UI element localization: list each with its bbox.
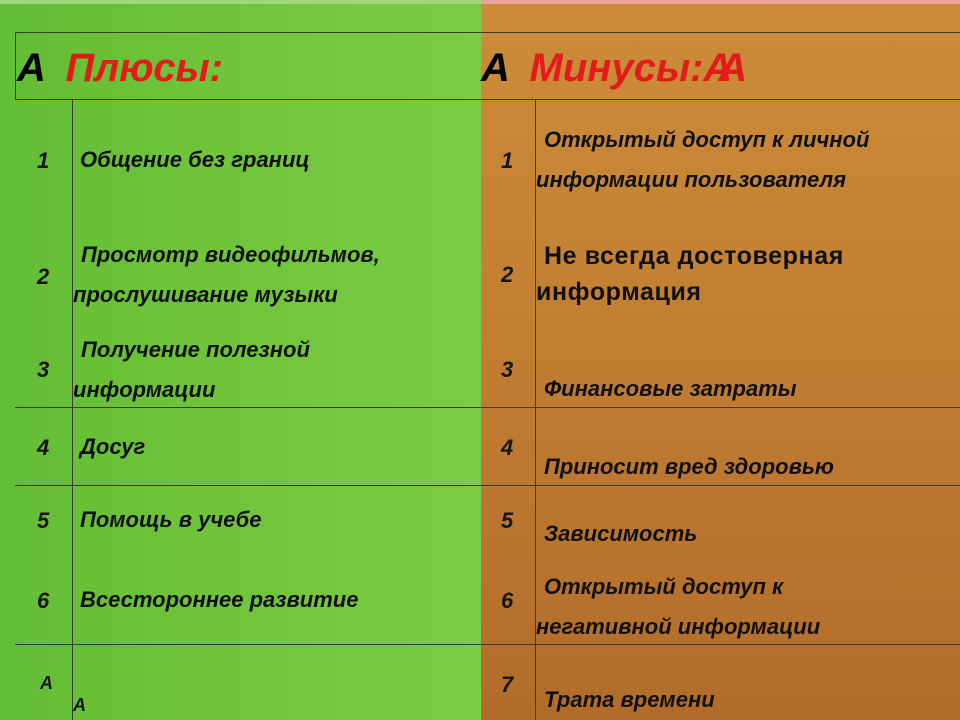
cons-row-6-line-1: Открытый доступ к	[544, 574, 784, 599]
pros-row-6-number: 6	[37, 588, 50, 613]
pros-row-2-line-1: Просмотр видеофильмов,	[81, 242, 380, 267]
cons-row-3-text	[544, 369, 797, 409]
pros-row-2-number: 2	[37, 264, 50, 289]
cons-row-5-number: 5	[501, 508, 514, 533]
pros-row-5-number: 5	[37, 508, 50, 533]
cons-row-2-line-2: информация	[536, 278, 702, 306]
cons-row-2-text	[536, 238, 844, 310]
pros-row-1-text	[80, 140, 310, 180]
cons-row-7-number: 7	[501, 672, 514, 697]
pros-row-4-number: 4	[37, 435, 50, 460]
cons-header	[481, 46, 733, 90]
cons-row-3-line-1: Финансовые затраты	[544, 376, 797, 401]
pros-row-6-line-1: Всестороннее развитие	[80, 587, 359, 612]
pros-row-3-line-1: Получение полезной	[81, 337, 310, 362]
pros-row-5-text	[80, 500, 262, 540]
cons-row-4-line-1: Приносит вред здоровью	[544, 454, 834, 479]
cons-row-7-text	[544, 680, 715, 720]
pros-row-3-number: 3	[37, 357, 50, 382]
cons-title: Минусы:	[529, 46, 704, 90]
cons-row-1-line-1: Открытый доступ к личной	[544, 127, 870, 152]
cons-header-marker: A	[481, 46, 509, 90]
cons-row-6-number: 6	[501, 588, 514, 613]
cons-row-1-line-2: информации пользователя	[536, 167, 847, 192]
pros-header-marker: A	[17, 46, 45, 90]
pros-title: Плюсы:	[65, 46, 223, 90]
pros-row-6-text	[80, 580, 358, 620]
pros-row-5-line-1: Помощь в учебе	[80, 507, 262, 532]
cons-row-1-number: 1	[501, 148, 514, 173]
cons-row-6-line-2: негативной информации	[536, 614, 821, 639]
cons-row-5-text	[544, 514, 697, 554]
pros-row-4-text	[80, 427, 145, 467]
cons-row-7-line-1: Трата времени	[544, 687, 715, 712]
cons-row-4-number: 4	[501, 435, 514, 460]
pros-row-2-line-2: прослушивание музыки	[73, 282, 338, 307]
table-left-border	[15, 32, 16, 100]
pros-row-1-number: 1	[37, 148, 50, 173]
cons-row-5-line-1: Зависимость	[544, 521, 698, 546]
cons-row-6-text	[536, 567, 820, 647]
pros-row-7-text: A	[73, 695, 86, 715]
pros-row-7-number: A	[40, 673, 53, 693]
cons-row-2-line-1: Не всегда достоверная	[544, 242, 844, 270]
pros-row-1-line-1: Общение без границ	[80, 147, 310, 172]
cons-row-4-text	[544, 447, 834, 487]
cons-row-1-text	[536, 120, 869, 200]
cons-row-2-number: 2	[501, 262, 514, 287]
header-bottom-border	[15, 99, 960, 100]
pros-row-3-text	[73, 330, 310, 410]
cons-title-suffix: AA	[703, 46, 734, 90]
pros-row-4-line-1: Досуг	[80, 434, 146, 459]
pros-row-2-text	[73, 235, 380, 315]
pros-header	[17, 46, 223, 90]
pros-row-3-line-2: информации	[73, 377, 216, 402]
cons-row-3-number: 3	[501, 357, 514, 382]
table-top-border	[15, 32, 960, 33]
